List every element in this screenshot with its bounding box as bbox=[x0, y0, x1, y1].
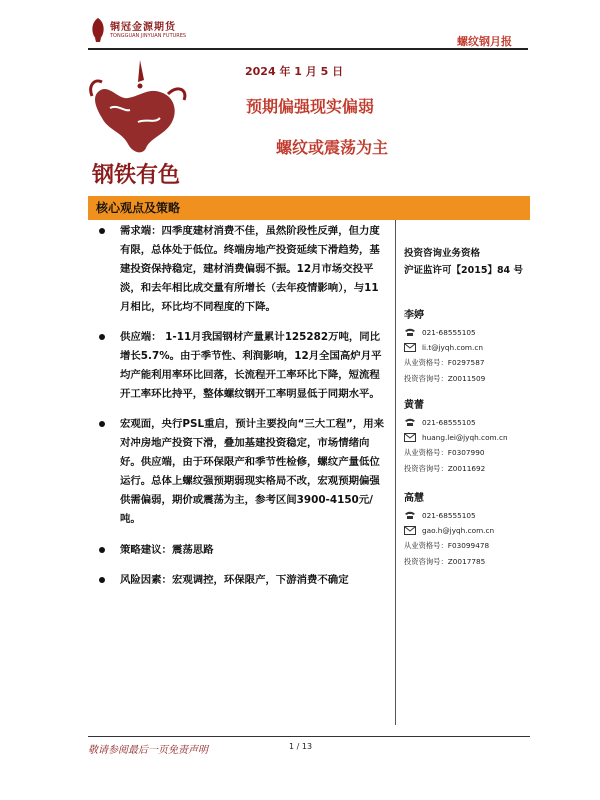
analyst-email-row bbox=[404, 430, 534, 445]
analyst-practice-no: 从业资格号：F03099478 bbox=[404, 541, 490, 550]
section-title: 核心观点及策略 bbox=[96, 201, 181, 215]
analyst-name: 高慧 bbox=[404, 493, 424, 504]
company-logo-icon bbox=[88, 16, 108, 44]
email-icon bbox=[404, 526, 416, 535]
page-number: 1 / 13 bbox=[289, 742, 313, 751]
report-date: 2024 年 1 月 5 日 bbox=[245, 65, 344, 78]
analyst-phone-row bbox=[404, 508, 534, 523]
point-demand bbox=[96, 222, 388, 317]
analyst-email[interactable]: gao.h@jyqh.com.cn bbox=[422, 526, 495, 535]
analyst-card bbox=[404, 306, 534, 387]
bull-emblem bbox=[88, 52, 198, 192]
company-name-en: TONGGUAN JINYUAN FUTURES bbox=[110, 33, 187, 39]
analyst-phone-row bbox=[404, 415, 534, 430]
header-divider bbox=[88, 48, 528, 50]
footer-divider bbox=[88, 736, 530, 737]
analyst-email-row bbox=[404, 340, 534, 355]
analyst-consult-no: 投资咨询号：Z0011509 bbox=[404, 374, 486, 383]
bullet-icon bbox=[99, 334, 105, 340]
analyst-email[interactable]: li.t@jyqh.com.cn bbox=[422, 343, 483, 352]
point-text: 风险因素：宏观调控，环保限产，下游消费不确定 bbox=[120, 574, 349, 586]
bullet-icon bbox=[99, 228, 105, 234]
analyst-name: 李婷 bbox=[404, 310, 424, 321]
analyst-email-row bbox=[404, 523, 534, 538]
phone-icon bbox=[404, 418, 416, 427]
analyst-consult-no: 投资咨询号：Z0011692 bbox=[404, 464, 486, 473]
qualification-license: 沪证监许可【2015】84 号 bbox=[404, 265, 523, 276]
report-title-line2: 螺纹或震荡为主 bbox=[276, 138, 389, 157]
bullet-icon bbox=[99, 577, 105, 583]
analyst-consult-no: 投资咨询号：Z0017785 bbox=[404, 557, 486, 566]
point-text: 需求端：四季度建材消费不佳，虽然阶段性反弹，但力度有限，总体处于低位。终端房地产投资延续下滑趋势，基建投资保持稳定，建材消费偏弱不振。12月市场交投平淡，和去年相比成交量有所增长（去年疫情影响），与11月相比，环比均不同程度的下降。 bbox=[120, 225, 380, 313]
key-points-list bbox=[96, 222, 388, 601]
point-macro bbox=[96, 415, 388, 529]
point-text: 宏观面，央行PSL重启，预计主要投向“三大工程”，用来对冲房地产投资下滑，叠加基建投资稳定，市场情绪向好。供应端，由于环保限产和季节性检修，螺纹产量低位运行。总体上螺纹强预期弱现实格局不改，宏观预期偏强供需偏弱，期价或震荡为主，参考区间3900-4150元/吨。 bbox=[120, 418, 384, 525]
qualification-title: 投资咨询业务资格 bbox=[404, 248, 481, 259]
bullet-icon bbox=[99, 421, 105, 427]
point-supply bbox=[96, 328, 388, 404]
analyst-card bbox=[404, 489, 534, 570]
phone-icon bbox=[404, 328, 416, 337]
company-name: 铜冠金源期货 bbox=[110, 22, 176, 33]
analyst-phone-row bbox=[404, 325, 534, 340]
point-text: 供应端： 1-11月我国钢材产量累计125282万吨，同比增长5.7%。由于季节性、利润影响，12月全国高炉月平均产能利用率环比回落，长流程开工率环比下降，短流程开工率环比持平，整体螺纹钢开工率明显低于同期水平。 bbox=[120, 331, 382, 400]
analyst-phone: 021-68555105 bbox=[422, 418, 476, 427]
email-icon bbox=[404, 433, 416, 442]
analyst-name: 黄蕾 bbox=[404, 400, 424, 411]
analyst-phone: 021-68555105 bbox=[422, 328, 476, 337]
analyst-practice-no: 从业资格号：F0307990 bbox=[404, 448, 485, 457]
disclaimer-note: 敬请参阅最后一页免责声明 bbox=[88, 745, 208, 756]
analyst-phone: 021-68555105 bbox=[422, 511, 476, 520]
document-type: 螺纹钢月报 bbox=[457, 35, 512, 48]
column-divider bbox=[395, 220, 396, 725]
analyst-practice-no: 从业资格号：F0297587 bbox=[404, 358, 485, 367]
emblem-text: 钢铁有色 bbox=[92, 162, 181, 188]
point-text: 策略建议：震荡思路 bbox=[120, 544, 214, 556]
phone-icon bbox=[404, 511, 416, 520]
point-strategy bbox=[96, 541, 388, 560]
email-icon bbox=[404, 343, 416, 352]
bullet-icon bbox=[99, 547, 105, 553]
analyst-card bbox=[404, 396, 534, 477]
analyst-email[interactable]: huang.lei@jyqh.com.cn bbox=[422, 433, 508, 442]
point-risk bbox=[96, 571, 388, 590]
report-title-line1: 预期偏强现实偏弱 bbox=[246, 97, 375, 116]
qualification-block bbox=[404, 245, 534, 279]
